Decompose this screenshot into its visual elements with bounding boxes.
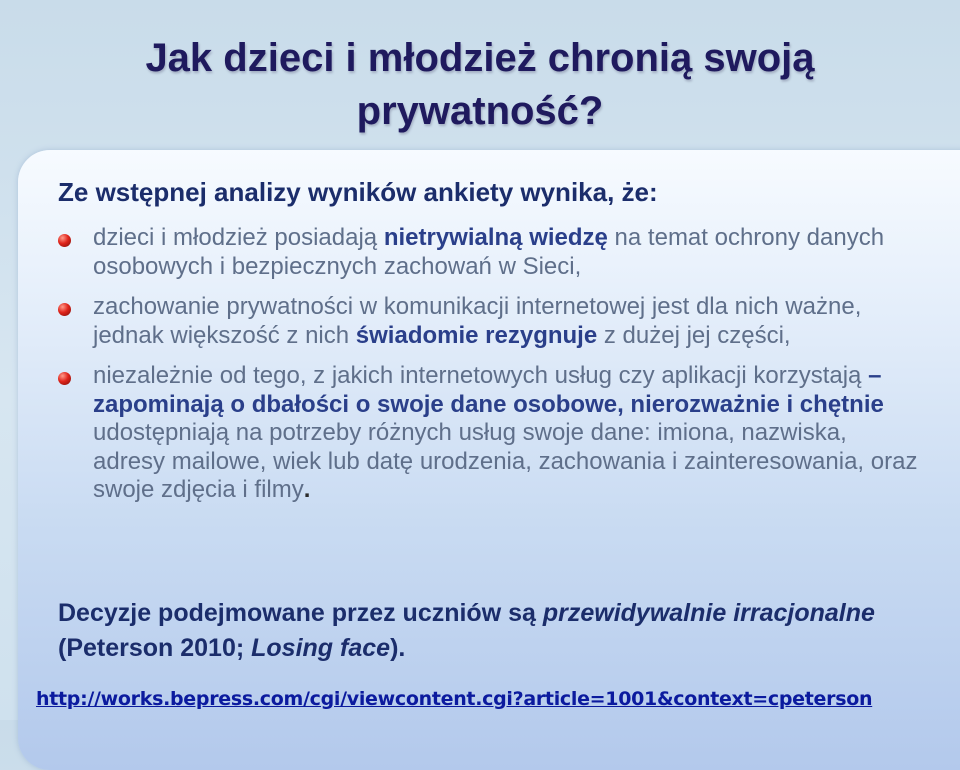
bullet-item-knowledge	[58, 224, 918, 281]
conclusion-text	[58, 596, 918, 666]
title-line-1: Jak dzieci i młodzież chronią swoją	[145, 36, 815, 80]
slide-title	[80, 32, 880, 138]
bullet-item-data-sharing	[58, 362, 918, 505]
conclusion-italic: Losing face	[251, 634, 391, 662]
conclusion-part: ).	[390, 634, 406, 662]
lead-text: Ze wstępnej analizy wyników ankiety wynika, że:	[58, 177, 658, 207]
bullet-text: dzieci i młodzież posiadają	[93, 224, 384, 251]
bullet-text: z dużej jej części,	[597, 321, 791, 349]
bullet-text: na temat ochrony danych osobowych i bezpiecznych zachowań w Sieci,	[93, 224, 885, 280]
bullet-emphasis: – zapominają o dbałości o swoje dane osobowe, nierozważnie i chętnie	[93, 362, 884, 418]
bullet-icon	[58, 234, 71, 247]
bullet-emphasis: świadomie rezygnuje	[355, 321, 598, 349]
title-line-2: prywatność?	[356, 89, 604, 133]
conclusion-part: Decyzje podejmowane przez uczniów są	[58, 599, 543, 627]
bullet-text: udostępniają na potrzeby różnych usług swoje dane: imiona, nazwiska, adresy mailowe, wiek lub datę urodzenia, zachowania i zainteresowania, oraz swoje zdjęcia i filmy	[93, 419, 918, 503]
source-link[interactable]: http://works.bepress.com/cgi/viewcontent.cgi?article=1001&context=cpeterson	[36, 688, 873, 710]
bullet-text: niezależnie od tego, z jakich internetowych usług czy aplikacji korzystają	[93, 362, 869, 389]
bullet-emphasis: nietrywialną wiedzę	[383, 224, 608, 251]
bullet-item-privacy	[58, 293, 918, 350]
bullet-icon	[58, 372, 71, 385]
bullet-icon	[58, 303, 71, 316]
bullet-period: .	[303, 476, 311, 503]
bullet-list	[58, 224, 918, 517]
conclusion-italic: przewidywalnie irracjonalne	[542, 599, 875, 627]
bullet-text: zachowanie prywatności w komunikacji internetowej jest dla nich ważne, jednak większość z nich	[93, 293, 862, 349]
conclusion-part: (Peterson 2010;	[58, 634, 252, 662]
